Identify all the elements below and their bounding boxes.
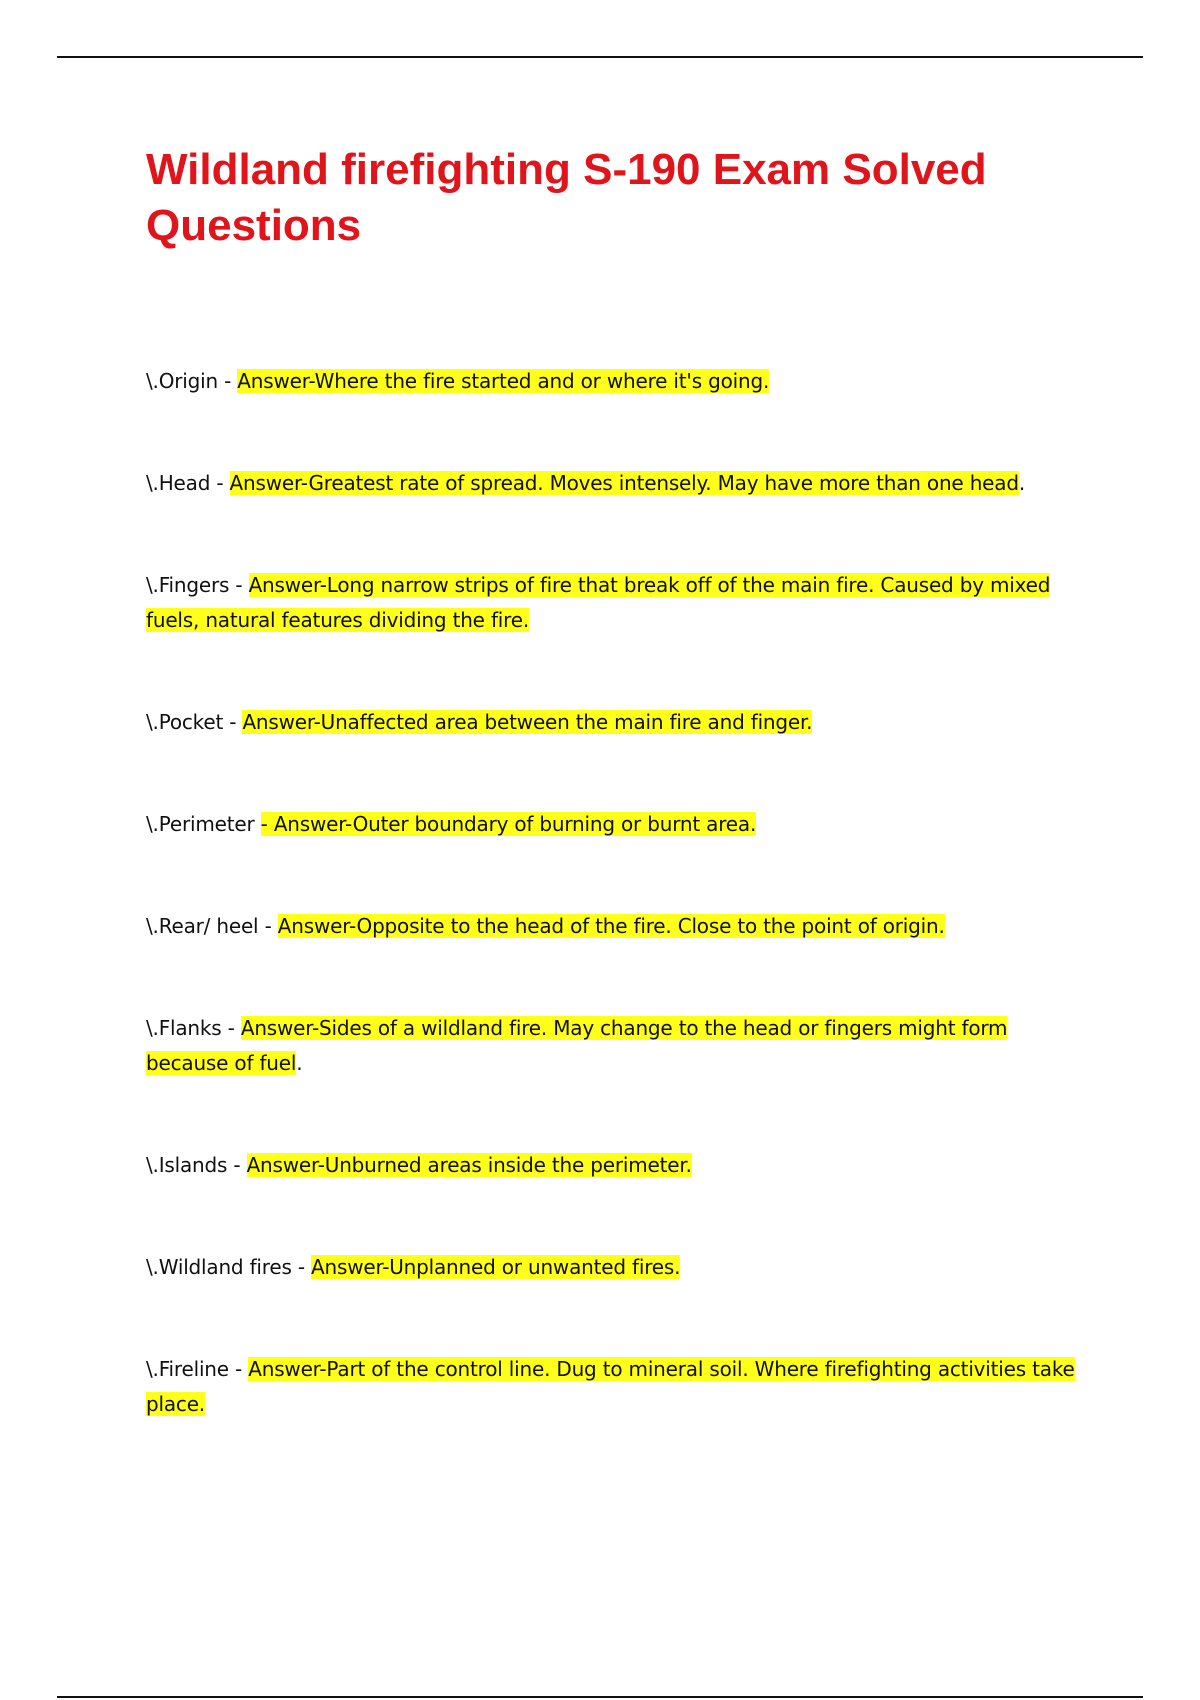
term: \.Rear/ heel xyxy=(146,914,259,938)
separator: - xyxy=(223,710,243,734)
answer-highlight: Answer-Greatest rate of spread. Moves intensely. May have more than one head xyxy=(229,471,1019,495)
separator: - xyxy=(221,1016,241,1040)
answer-highlight: Answer-Sides of a wildland fire. May change to the head or fingers might form because of fuel xyxy=(146,1016,1008,1075)
answer-highlight: Answer-Unplanned or unwanted fires. xyxy=(311,1255,681,1279)
separator: - xyxy=(229,573,249,597)
separator: - xyxy=(227,1153,247,1177)
term: \.Pocket xyxy=(146,710,224,734)
term: \.Flanks xyxy=(146,1016,222,1040)
term: \.Fireline xyxy=(146,1357,229,1381)
separator: - xyxy=(210,471,230,495)
qa-item-fireline xyxy=(146,1352,1086,1422)
qa-list xyxy=(146,364,1086,1489)
qa-item-origin xyxy=(146,364,1086,399)
separator: - xyxy=(228,1357,249,1381)
qa-item-head xyxy=(146,466,1086,501)
answer-highlight: Answer-Opposite to the head of the fire. Close to the point of origin. xyxy=(277,914,945,938)
term: \.Origin xyxy=(146,369,218,393)
bottom-rule xyxy=(57,1696,1143,1698)
term: \.Perimeter xyxy=(146,812,255,836)
separator: - xyxy=(291,1255,312,1279)
answer-highlight: Answer-Where the fire started and or where it's going. xyxy=(237,369,770,393)
answer-tail: . xyxy=(1018,471,1026,495)
qa-item-islands xyxy=(146,1148,1086,1183)
top-rule xyxy=(57,56,1143,58)
qa-item-perimeter xyxy=(146,807,1086,842)
term: \.Fingers xyxy=(146,573,230,597)
term: \.Islands xyxy=(146,1153,228,1177)
answer-tail: . xyxy=(296,1051,303,1075)
qa-item-pocket xyxy=(146,705,1086,740)
qa-item-wildland-fires xyxy=(146,1250,1086,1285)
document-title: Wildland firefighting S-190 Exam Solved Questions xyxy=(146,145,987,250)
separator: - xyxy=(258,914,278,938)
separator: - xyxy=(217,369,238,393)
qa-item-rear-heel xyxy=(146,909,1086,944)
qa-item-fingers xyxy=(146,568,1086,638)
answer-highlight: Answer-Unaffected area between the main fire and finger. xyxy=(242,710,813,734)
term: \.Head xyxy=(146,471,211,495)
qa-item-flanks xyxy=(146,1011,1086,1081)
term: \.Wildland fires xyxy=(146,1255,292,1279)
answer-highlight: - Answer-Outer boundary of burning or burnt area. xyxy=(260,812,757,836)
answer-highlight: Answer-Part of the control line. Dug to mineral soil. Where firefighting activities take place. xyxy=(146,1357,1075,1416)
separator xyxy=(254,812,260,836)
answer-highlight: Answer-Long narrow strips of fire that break off of the main fire. Caused by mixed fuels, natural features dividing the fire. xyxy=(146,573,1051,632)
answer-highlight: Answer-Unburned areas inside the perimeter. xyxy=(246,1153,692,1177)
